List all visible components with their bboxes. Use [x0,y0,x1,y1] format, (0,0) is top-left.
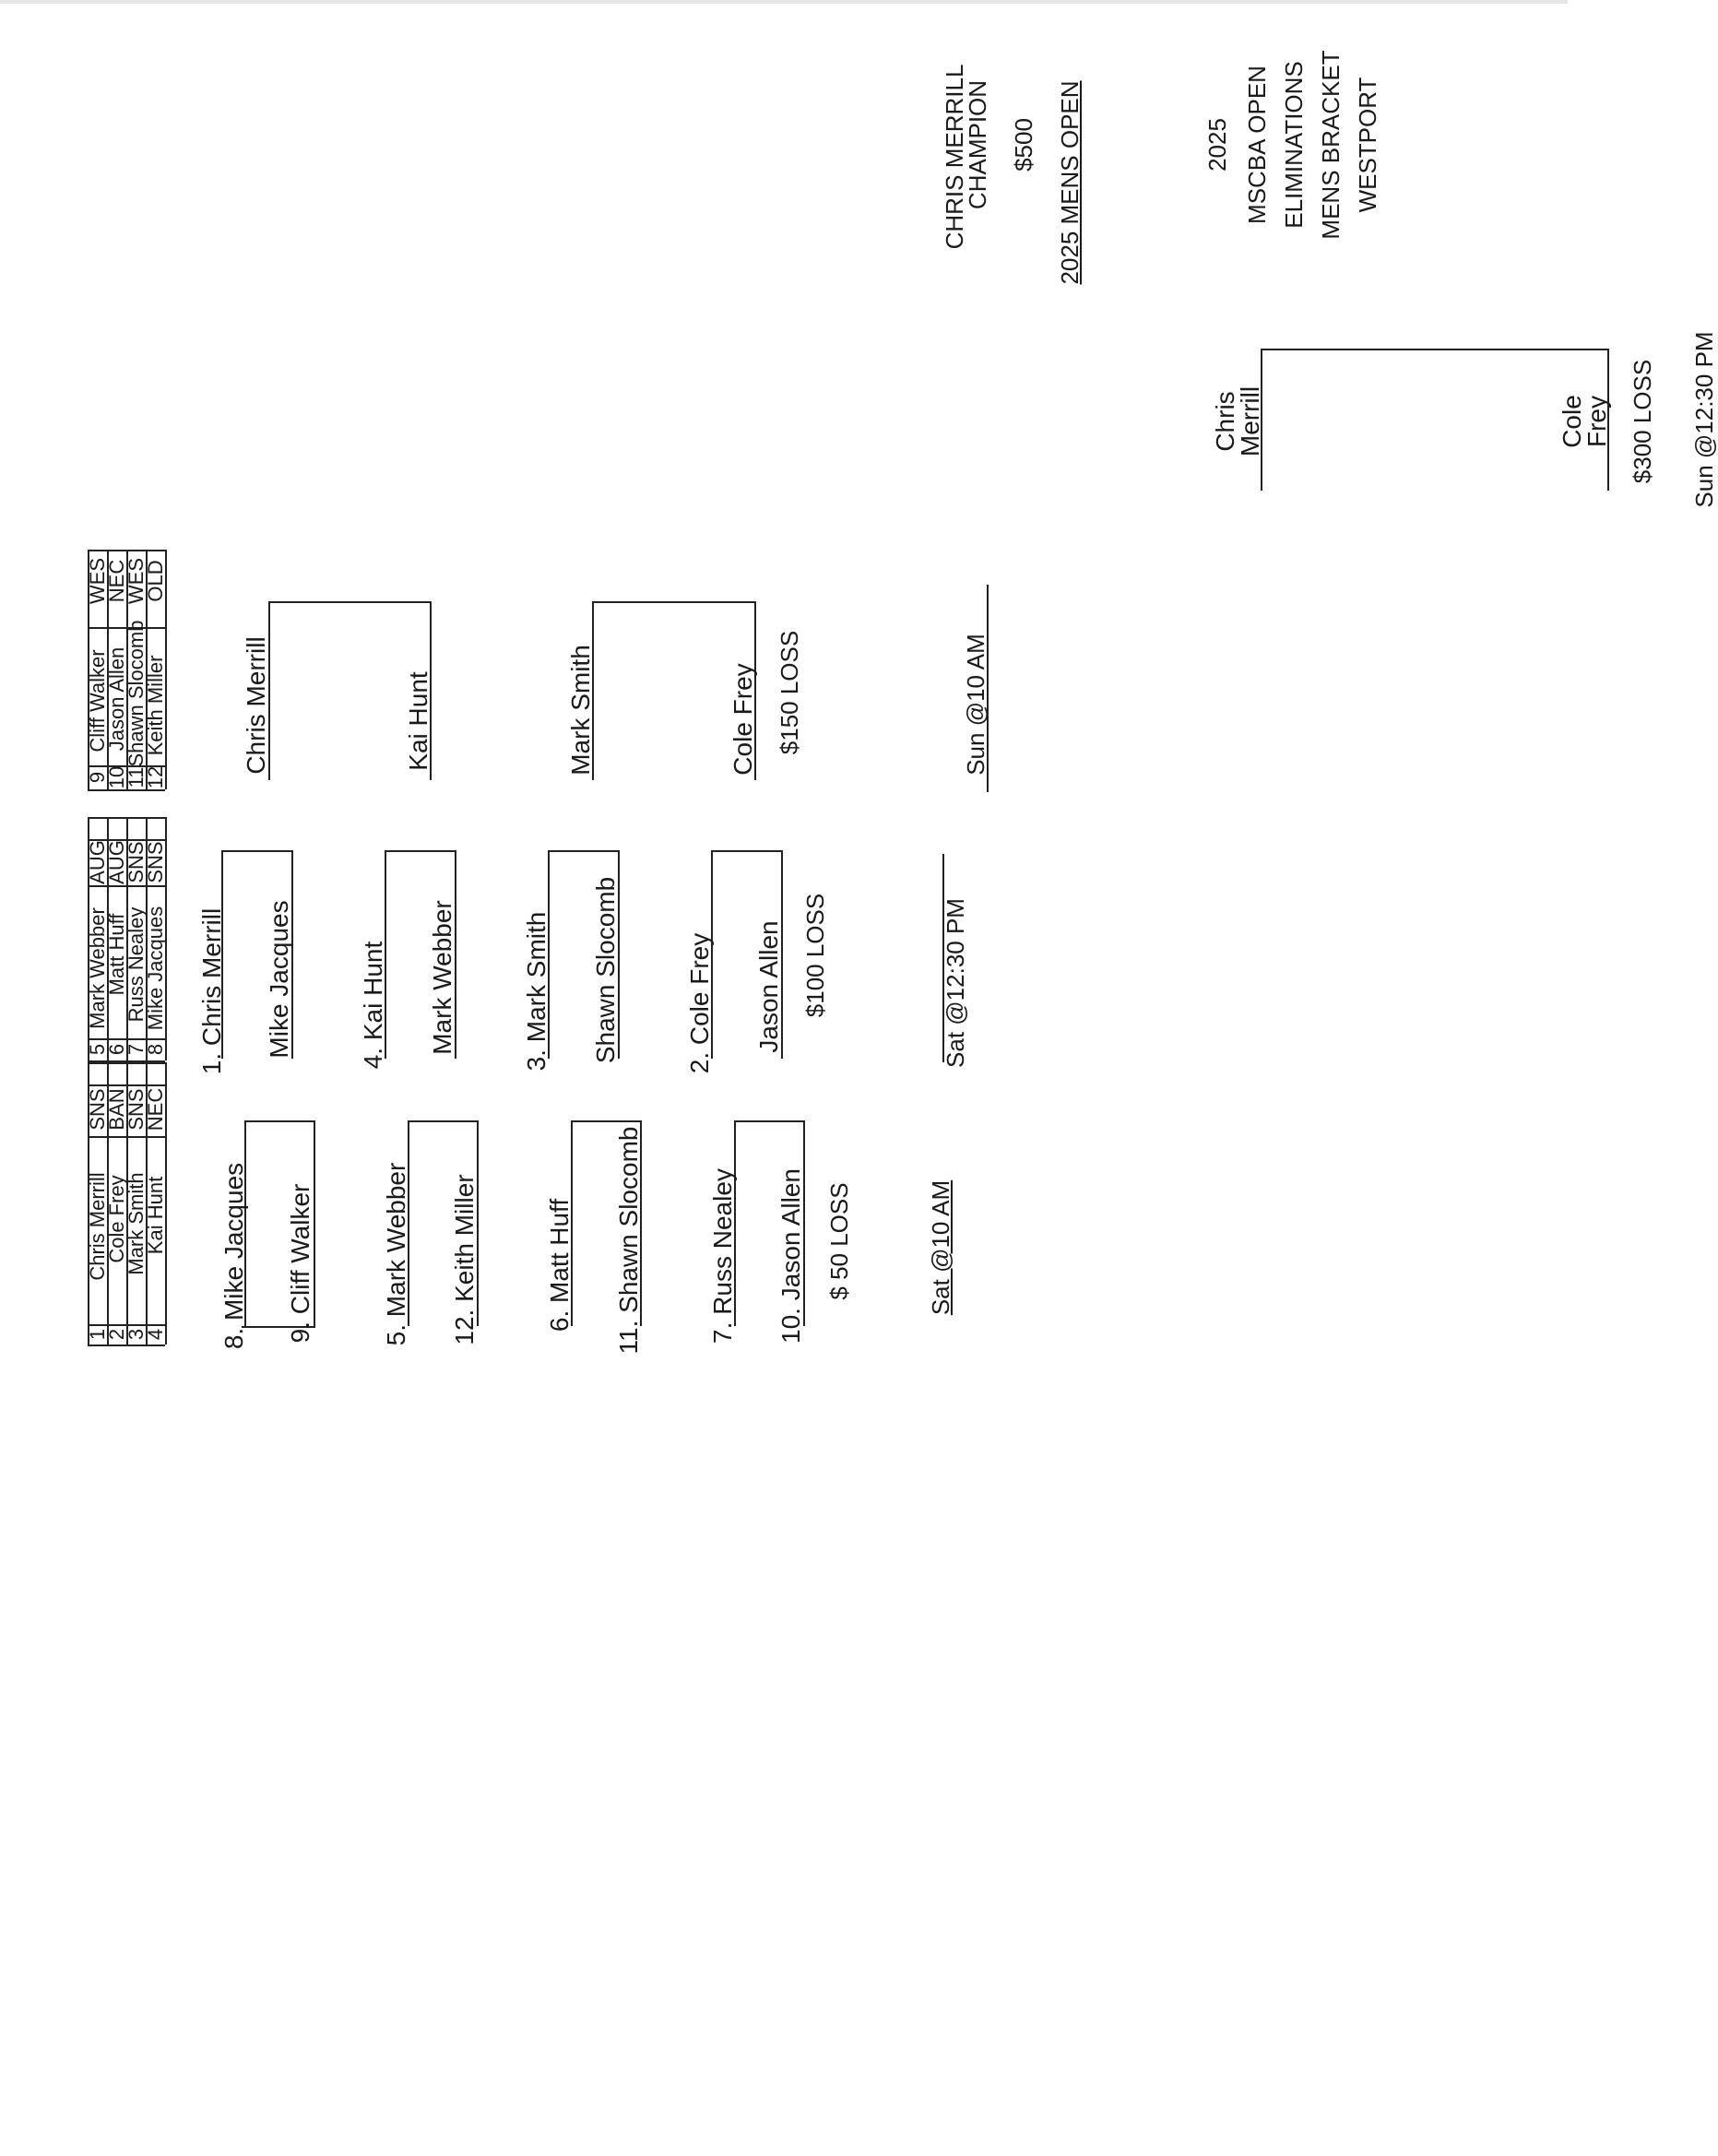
final-time: Sun @12:30 PM [1690,331,1718,508]
club-code: SNS [144,841,167,883]
r1-entry: 9. Cliff Walker [286,1183,314,1344]
r2-entry: Jason Allen [754,920,783,1053]
player-name: Chris Merrill [86,1172,109,1281]
seed-number: 1 [86,1328,109,1341]
scan-edge [0,0,1568,4]
r1-entry: 10. Jason Allen [776,1168,805,1344]
player-name: Jason Allen [105,646,128,752]
player-name: Mark Smith [124,1172,148,1275]
semi-entry: Cole Frey [729,663,757,776]
champion-prize: $500 [1010,118,1037,172]
club-code: OLD [144,560,167,602]
r2-entry: 3. Mark Smith [522,911,551,1072]
club-code: SNS [124,841,148,883]
r2-entry: 4. Kai Hunt [359,941,387,1070]
champion-name: CHRIS MERRILL [941,64,968,250]
seed-number: 11 [124,766,148,788]
champion-label: CHAMPION [964,79,991,210]
club-code: SNS [124,1088,148,1131]
player-name: Mark Webber [86,907,109,1029]
r2-entry: Mike Jacques [265,900,293,1059]
r1-entry: 8. Mike Jacques [219,1162,248,1350]
club-code: WES [86,557,109,605]
r2-prize: $100 LOSS [801,893,829,1018]
event-bracket: MENS BRACKET [1317,50,1345,240]
r1-prize: $ 50 LOSS [825,1182,853,1300]
r1-entry: 6. Matt Huff [545,1198,574,1333]
final-bottom-first: Cole [1558,395,1586,448]
seed-number: 10 [105,765,128,789]
club-code: SNS [86,1088,109,1131]
player-name: Matt Huff [105,913,128,996]
club-code: AUG [105,840,128,884]
event-year: 2025 [1203,118,1231,172]
club-code: NEC [105,559,128,603]
r1-entry: 7. Russ Nealey [708,1168,737,1344]
seed-number: 12 [144,765,167,789]
r1-entry: 5. Mark Webber [382,1162,410,1346]
final-top-first: Chris [1211,391,1239,452]
final-bottom-last: Frey [1582,396,1611,447]
player-name: Cole Frey [105,1175,128,1263]
r1-time: Sat @10 AM [927,1179,954,1316]
seed-number: 2 [105,1328,128,1341]
club-code: WES [124,557,148,605]
player-name: Russ Nealey [124,906,148,1023]
final-prize: $300 LOSS [1629,359,1656,484]
seed-number: 5 [86,1043,109,1056]
event-name: MSCBA OPEN [1243,65,1271,224]
player-name: Mike Jacques [144,906,167,1031]
club-code: AUG [86,840,109,884]
r2-entry: 1. Chris Merrill [197,907,226,1075]
r2-entry: 2. Cole Frey [685,932,714,1074]
semi-time: Sun @10 AM [962,634,989,776]
seed-number: 3 [124,1328,148,1341]
semi-entry: Chris Merrill [242,636,270,775]
semi-prize: $150 LOSS [776,630,803,755]
r1-entry: 11. Shawn Slocomb [614,1126,643,1355]
r2-time: Sat @12:30 PM [942,898,969,1068]
r2-entry: Shawn Slocomb [591,876,620,1064]
semi-entry: Mark Smith [566,645,595,776]
seed-number: 8 [144,1043,167,1056]
r1-entry: 12. Keith Miller [450,1174,479,1345]
seed-number: 7 [124,1043,148,1056]
club-code: BAN [105,1088,128,1131]
seed-number: 6 [105,1043,128,1056]
club-code: NEC [144,1087,167,1131]
player-name: Cliff Walker [86,649,109,752]
player-name: Keith Miller [144,655,167,756]
event-location: WESTPORT [1354,77,1381,213]
page-title: 2025 MENS OPEN [1056,80,1084,285]
seed-number: 4 [144,1328,167,1341]
final-top-last: Merrill [1236,385,1264,457]
semi-entry: Kai Hunt [404,671,432,771]
seed-number: 9 [86,771,109,784]
r2-entry: Mark Webber [428,900,456,1055]
event-type: ELIMINATIONS [1280,61,1308,229]
player-name: Kai Hunt [144,1176,167,1255]
player-name: Shawn Slocomb [124,620,148,767]
